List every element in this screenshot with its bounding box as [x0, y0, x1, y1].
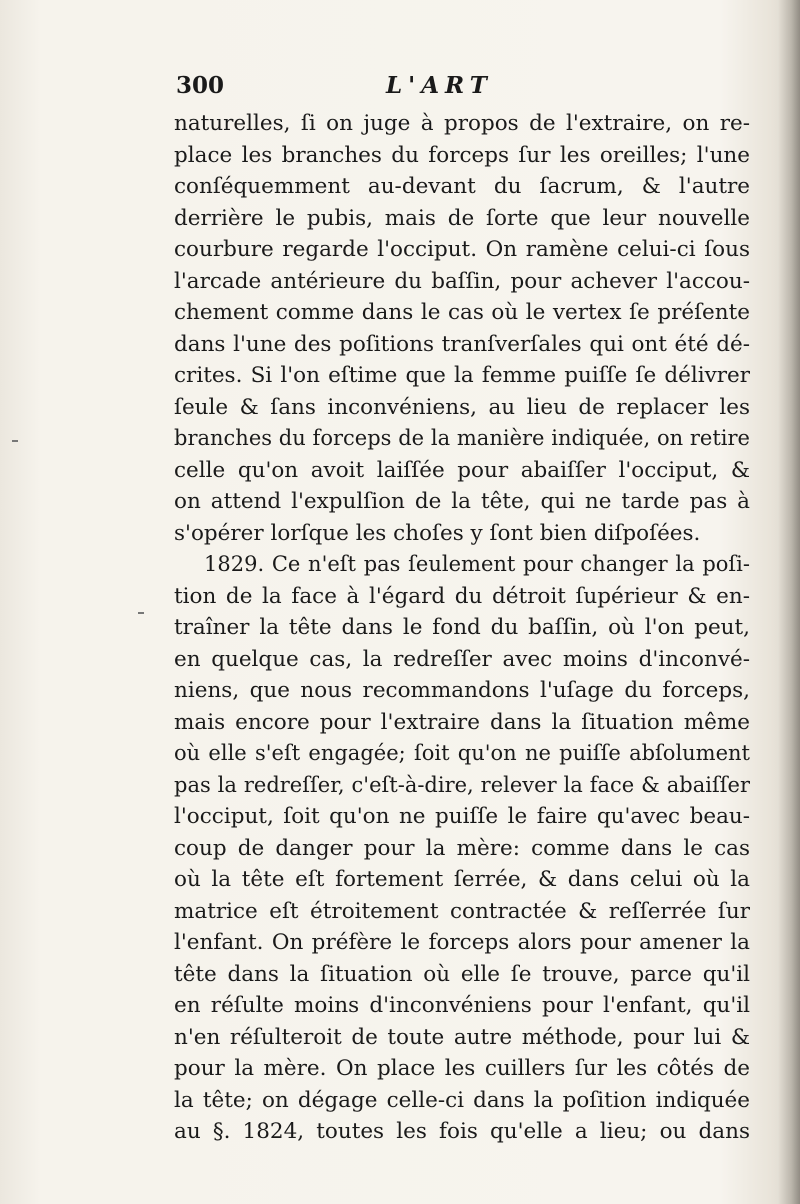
text-line: l'arcade antérieure du baſſin, pour achever l'accou- — [174, 268, 750, 294]
text-line: coup de danger pour la mère: comme dans le cas — [174, 835, 750, 861]
text-line: crites. Si l'on eſtime que la femme puiſſe ſe délivrer — [174, 363, 750, 388]
paragraph-start-line: 1829. Ce n'eſt pas ſeulement pour changer la poſi- — [204, 552, 750, 576]
text-line: l'occiput, ſoit qu'on ne puiſſe le faire qu'avec beau- — [174, 804, 750, 829]
text-line: naturelles, ſi on juge à propos de l'extraire, on re- — [174, 111, 750, 136]
text-line: branches du forceps de la manière indiquée, on retire — [174, 426, 750, 450]
text-line: courbure regarde l'occiput. On ramène celui-ci ſous — [174, 237, 750, 262]
text-line: au §. 1824, toutes les fois qu'elle a lieu; ou dans — [174, 1119, 750, 1144]
text-line: dans l'une des poſitions tranſverſales qui ont été dé- — [174, 331, 750, 357]
text-line: traîner la tête dans le fond du baſſin, où l'on peut, — [174, 615, 750, 640]
page-header — [176, 72, 748, 106]
text-line: tête dans la ſituation où elle ſe trouve, parce qu'il — [174, 961, 750, 987]
text-line: où elle s'eſt engagée; ſoit qu'on ne puiſſe abſolument — [174, 741, 750, 765]
margin-mark — [138, 612, 144, 614]
page-edge-shadow — [778, 0, 800, 1204]
page-number: 300 — [176, 72, 225, 99]
text-line: matrice eſt étroitement contractée & reſſerrée ſur — [174, 898, 750, 924]
text-line: mais encore pour l'extraire dans la ſituation même — [174, 709, 750, 735]
text-line: niens, que nous recommandons l'uſage du forceps, — [174, 678, 750, 703]
text-line: on attend l'expulſion de la tête, qui ne tarde pas à — [174, 489, 750, 514]
text-line: place les branches du forceps ſur les oreilles; l'une — [174, 142, 750, 168]
text-line: chement comme dans le cas où le vertex ſe préſente — [174, 300, 750, 325]
margin-mark — [12, 440, 18, 442]
text-line: tion de la face à l'égard du détroit ſupérieur & en- — [174, 583, 750, 609]
running-title: L'ART — [386, 72, 493, 99]
text-line: l'enfant. On préfère le forceps alors pour amener la — [174, 930, 750, 955]
text-line: pour la mère. On place les cuillers ſur les côtés de — [174, 1056, 750, 1081]
text-line: n'en réſulteroit de toute autre méthode, pour lui & — [174, 1024, 750, 1050]
text-line: derrière le pubis, mais de ſorte que leur nouvelle — [174, 205, 750, 231]
text-line: celle qu'on avoit laiſſée pour abaiſſer l'occiput, & — [174, 457, 750, 483]
text-line: pas la redreſſer, c'eſt-à-dire, relever la face & abaiſſer — [174, 772, 750, 797]
text-line: la tête; on dégage celle-ci dans la poſition indiquée — [174, 1087, 750, 1113]
text-line: en réſulte moins d'inconvéniens pour l'enfant, qu'il — [174, 993, 750, 1018]
text-line: conſéquemment au-devant du ſacrum, & l'autre — [174, 174, 750, 199]
text-line: en quelque cas, la redreſſer avec moins d'inconvé- — [174, 646, 750, 672]
text-line: ſeule & ſans inconvéniens, au lieu de replacer les — [174, 394, 750, 420]
text-line: où la tête eſt fortement ſerrée, & dans celui où la — [174, 867, 750, 892]
text-line: s'opérer lorſque les choſes y ſont bien diſpoſées. — [174, 520, 701, 546]
body-text — [174, 108, 750, 1148]
